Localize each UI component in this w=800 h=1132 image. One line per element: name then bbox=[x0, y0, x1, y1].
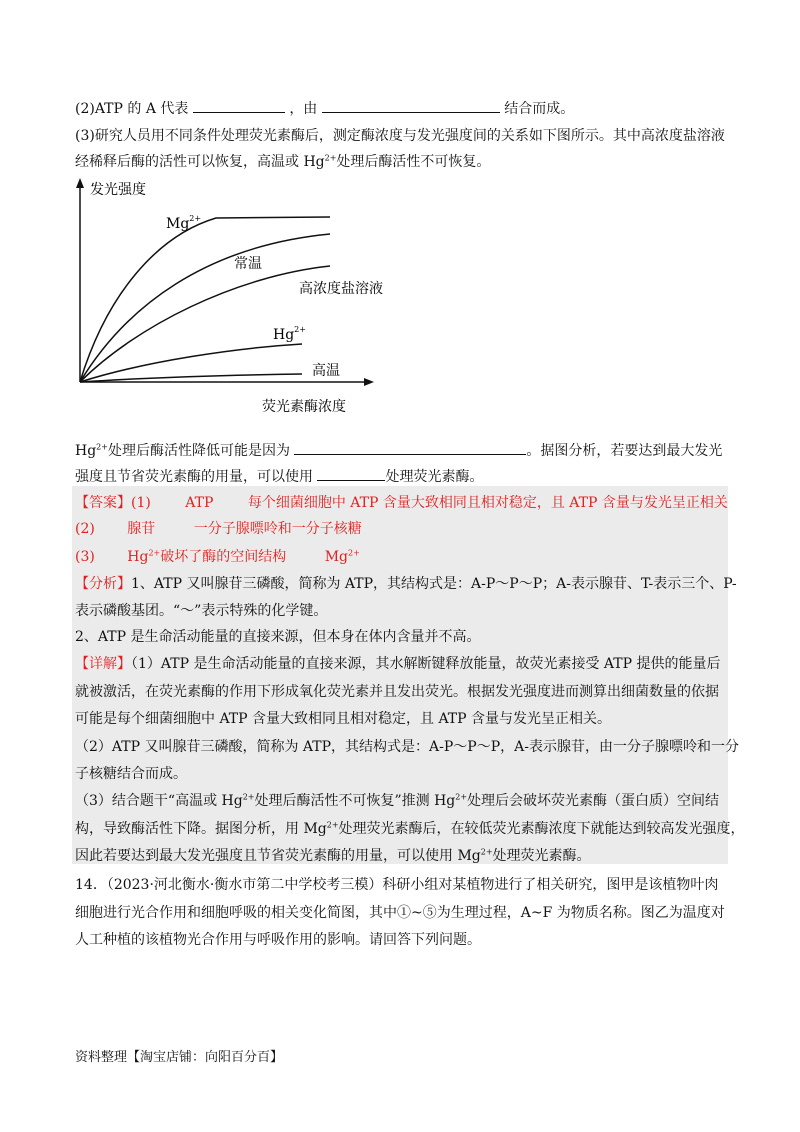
question-3b-line1 bbox=[75, 441, 722, 460]
curve-normal bbox=[80, 234, 330, 382]
curve-high-salt bbox=[80, 266, 330, 382]
series-label-mg: $Mg^{2+}$ bbox=[166, 214, 202, 232]
y-axis-arrow bbox=[76, 178, 84, 188]
answer-tag: 【答案】 bbox=[75, 495, 131, 511]
detail-text: （2）ATP 又叫腺苷三磷酸，简称为 ATP，其结构式是：A-P～P～P，A-表示腺苷，由一分子腺嘌呤和一分 bbox=[75, 739, 739, 755]
q3-text: 经稀释后酶的活性可以恢复，高温或 Hg bbox=[75, 154, 325, 170]
analysis-line-2 bbox=[75, 602, 327, 620]
series-label-high-salt: 高浓度盐溶液 bbox=[299, 281, 383, 297]
q14-text: 14．（2023·河北衡水·衡水市第二中学校考三模）科研小组对某植物进行了相关研究，图甲是该植物叶肉 bbox=[75, 877, 719, 893]
question-3b-line2 bbox=[75, 467, 483, 486]
answer-value: 腺苷 bbox=[127, 521, 156, 537]
analysis-text: 1、ATP 又叫腺苷三磷酸，简称为 ATP，其结构式是：A-P～P～P；A-表示腺苷、T-表示三个、P- bbox=[131, 576, 737, 592]
answer-value: $Mg^{2+}$ bbox=[324, 548, 360, 565]
analysis-text: 表示磷酸基团。“～”表示特殊的化学键。 bbox=[75, 603, 328, 619]
q3b-text: 。据图分析，若要达到最大发光 bbox=[526, 443, 723, 459]
detail-text: 因此若要达到最大发光强度且节省荧光素酶的用量，可以使用 Mg bbox=[75, 848, 481, 864]
q3b-text: Hg bbox=[75, 443, 97, 459]
detail-line-3 bbox=[75, 710, 611, 728]
detail-line-8 bbox=[75, 847, 591, 865]
detail-text: 可能是每个细菌细胞中 ATP 含量大致相同且相对稳定，且 ATP 含量与发光呈正相关。 bbox=[75, 711, 612, 727]
series-label-normal: 常温 bbox=[234, 256, 262, 272]
answer-row-2 bbox=[75, 520, 362, 538]
superscript: 2+ bbox=[96, 442, 108, 452]
answer-blank bbox=[193, 99, 285, 113]
detail-text: 处理荧光素酶后，在较低荧光素酶浓度下就能达到较高发光强度， bbox=[338, 821, 745, 837]
analysis-line-1 bbox=[75, 575, 737, 593]
series-label-hg: $Hg^{2+}$ bbox=[273, 325, 306, 343]
y-axis-label: 发光强度 bbox=[90, 182, 146, 198]
answer-row-1 bbox=[75, 494, 728, 512]
answer-value: $Hg^{2+}$破坏了酶的空间结构 bbox=[127, 548, 287, 565]
question-3-line1 bbox=[75, 127, 725, 145]
q3-text: (3)研究人员用不同条件处理荧光素酶后，测定酶浓度与发光强度间的关系如下图所示。其中高浓度盐溶液 bbox=[75, 128, 725, 144]
answer-value: 每个细菌细胞中 ATP 含量大致相同且相对稳定，且 ATP 含量与发光呈正相关 bbox=[247, 495, 728, 511]
detail-text: 处理后会破坏荧光素酶（蛋白质）空间结 bbox=[467, 793, 720, 809]
q3b-text: 强度且节省荧光素酶的用量，可以使用 bbox=[75, 469, 313, 485]
superscript: 2+ bbox=[455, 792, 468, 802]
answer-blank bbox=[317, 467, 385, 481]
x-axis-label: 荧光素酶浓度 bbox=[262, 399, 346, 415]
answer-blank bbox=[294, 441, 526, 455]
detail-line-6 bbox=[75, 792, 719, 810]
superscript: 2+ bbox=[480, 847, 493, 857]
q2-mid: ，由 bbox=[289, 101, 318, 117]
detail-text: 处理荧光素酶。 bbox=[492, 848, 591, 864]
q14-text: 人工种植的该植物光合作用与呼吸作用的影响。请回答下列问题。 bbox=[75, 932, 481, 948]
detail-line-4 bbox=[75, 738, 739, 756]
q3b-text: 处理后酶活性降低可能是因为 bbox=[107, 443, 290, 459]
enzyme-activity-chart bbox=[66, 176, 406, 416]
superscript: 2+ bbox=[324, 153, 337, 163]
answer-num: (2) bbox=[75, 521, 95, 537]
q14-text: 细胞进行光合作用和细胞呼吸的相关变化简图，其中①~⑤为生理过程，A~F 为物质名称。图乙为温度对 bbox=[75, 905, 725, 921]
q3-text: 处理后酶活性不可恢复。 bbox=[336, 154, 491, 170]
answer-num: (1) bbox=[131, 495, 151, 511]
question-3-line2 bbox=[75, 153, 490, 171]
detail-line-7 bbox=[75, 820, 745, 838]
answer-num: (3) bbox=[75, 549, 95, 565]
detail-text: （3）结合题干“高温或 Hg bbox=[75, 793, 243, 809]
x-axis-arrow bbox=[364, 378, 374, 386]
answer-row-3 bbox=[75, 548, 360, 566]
question-14-line2 bbox=[75, 904, 725, 922]
detail-text: （1）ATP 是生命活动能量的直接来源，其水解断键释放能量，故荧光素接受 ATP 提供的能量后 bbox=[131, 656, 721, 672]
page-footer: 资料整理【淘宝店铺：向阳百分百】 bbox=[75, 1050, 284, 1065]
detail-line-1 bbox=[75, 655, 720, 673]
detail-text: 子核糖结合而成。 bbox=[75, 766, 187, 782]
q2-suffix: 结合而成。 bbox=[504, 101, 575, 117]
question-14-line3 bbox=[75, 931, 481, 949]
q2-prefix: (2)ATP 的 A 代表 bbox=[75, 101, 189, 117]
detail-text: 就被激活，在荧光素酶的作用下形成氧化荧光素并且发出荧光。根据发光强度进而测算出细菌数量的依据 bbox=[75, 684, 719, 700]
analysis-line-3 bbox=[75, 628, 480, 646]
superscript: 2+ bbox=[242, 792, 255, 802]
analysis-text: 2、ATP 是生命活动能量的直接来源，但本身在体内含量并不高。 bbox=[75, 629, 481, 645]
detail-text: 处理后酶活性不可恢复”推测 Hg bbox=[254, 793, 456, 809]
answer-blank bbox=[322, 99, 500, 113]
answer-value: ATP bbox=[185, 495, 214, 511]
detail-line-5 bbox=[75, 765, 187, 783]
detail-line-2 bbox=[75, 683, 719, 701]
q3b-text: 处理荧光素酶。 bbox=[385, 469, 484, 485]
detail-text: 构，导致酶活性下降。据图分析，用 Mg bbox=[75, 821, 327, 837]
answer-value: 一分子腺嘌呤和一分子核糖 bbox=[193, 521, 362, 537]
question-2 bbox=[75, 99, 574, 118]
detail-tag: 【详解】 bbox=[75, 656, 131, 672]
curve-high-temp bbox=[80, 374, 302, 382]
series-label-high-temp: 高温 bbox=[312, 363, 340, 379]
question-14-line1 bbox=[75, 876, 718, 894]
superscript: 2+ bbox=[326, 820, 339, 830]
analysis-tag: 【分析】 bbox=[75, 576, 131, 592]
